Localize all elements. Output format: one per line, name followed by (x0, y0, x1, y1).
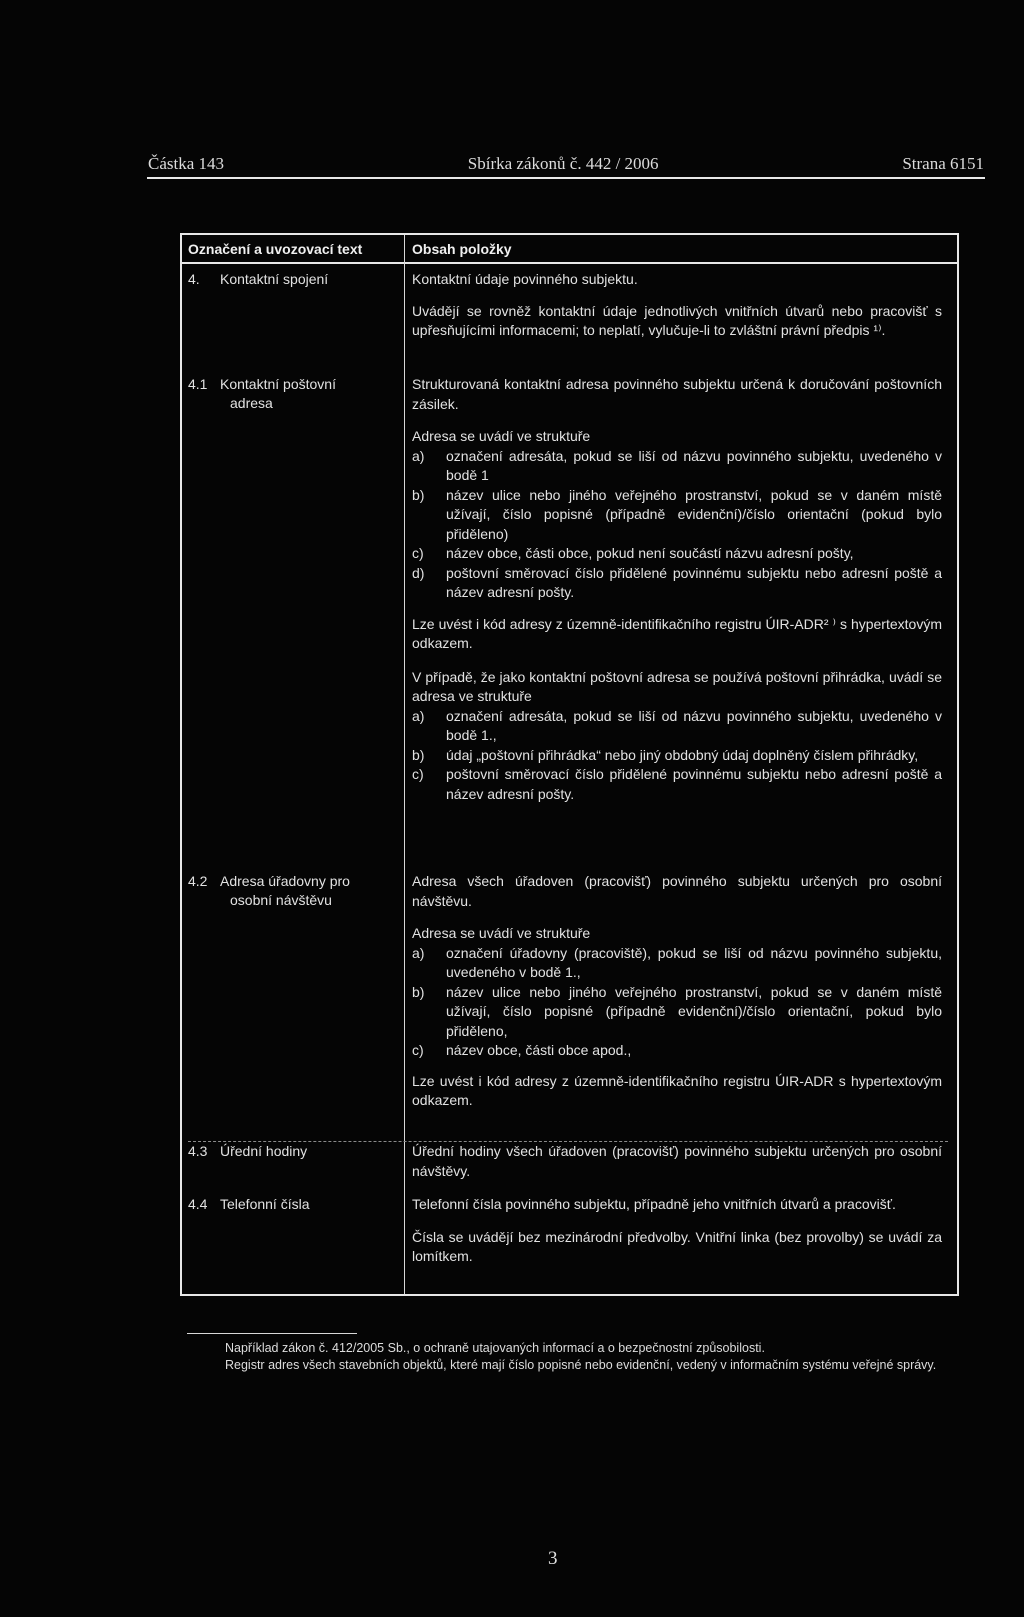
paragraph: Kontaktní údaje povinného subjektu. (412, 271, 638, 287)
paragraph: Úřední hodiny všech úřadoven (pracovišť) povinného subjektu určených pro osobní návštěvy. (412, 1143, 942, 1179)
list-item (412, 564, 942, 603)
paragraph: Strukturovaná kontaktní adresa povinného subjektu určená k doručování poštovních zásilek. (412, 376, 942, 412)
header-collection-title: Sbírka zákonů č. 442 / 2006 (467, 154, 659, 173)
row-label-4-3 (188, 1142, 393, 1161)
list-item (412, 544, 942, 564)
list-item-text: údaj „poštovní přihrádka“ nebo jiný obdobný údaj doplněný číslem přihrádky, (446, 746, 919, 763)
list-marker: b) (412, 983, 425, 1000)
list-item-text: název ulice nebo jiného veřejného prostranství, pokud se v daném místě užívají, číslo popisné (případně evidenční)/číslo orientační (pokud bylo přiděleno) (446, 486, 942, 542)
list-marker: a) (412, 944, 425, 961)
address-structure-list (412, 447, 942, 603)
row-number: 4.1 (188, 376, 208, 392)
column-header-designation: Označení a uvozovací text (188, 241, 363, 257)
list-marker: d) (412, 564, 425, 581)
list-marker: a) (412, 447, 425, 464)
list-item (412, 983, 942, 1042)
paragraph: Adresa všech úřadoven (pracovišť) povinného subjektu určených pro osobní návštěvu. (412, 873, 942, 909)
row-number: 4.3 (188, 1143, 208, 1159)
row-label-continuation: adresa (230, 395, 273, 411)
list-item (412, 486, 942, 545)
row-number: 4.2 (188, 873, 208, 889)
header-page-number: Strana 6151 (902, 154, 984, 173)
list-marker: c) (412, 545, 424, 561)
row-label-4-1 (188, 375, 393, 413)
paragraph: Lze uvést i kód adresy z územně-identifikačního registru ÚIR-ADR² ⁾ s hypertextovým odkazem. (412, 615, 942, 651)
footnote-rule (187, 1333, 357, 1334)
paragraph: Telefonní čísla povinného subjektu, případně jeho vnitřních útvarů a pracovišť. (412, 1196, 896, 1212)
row-label-text: Kontaktní poštovní (220, 376, 336, 392)
row-number: 4. (188, 271, 200, 287)
column-divider (404, 235, 405, 1294)
page-number: 3 (548, 1548, 558, 1569)
list-item-text: poštovní směrovací číslo přidělené povinnému subjektu nebo adresní poště a název adresní pošty. (446, 766, 942, 802)
footnotes (225, 1340, 965, 1374)
list-item (412, 1041, 942, 1061)
paragraph: Čísla se uvádějí bez mezinárodní předvolby. Vnitřní linka (bez provolby) se uvádí za lomítkem. (412, 1228, 942, 1264)
row-label-text: Úřední hodiny (220, 1143, 308, 1159)
list-title: V případě, že jako kontaktní poštovní adresa se používá poštovní přihrádka, uvádí se adresa ve struktuře (412, 668, 942, 704)
list-item (412, 746, 942, 766)
column-header-content: Obsah položky (412, 241, 512, 257)
list-item-text: označení adresáta, pokud se liší od názvu povinného subjektu, uvedeného v bodě 1 (446, 447, 942, 483)
running-header (148, 154, 984, 174)
row-label-text: Telefonní čísla (220, 1196, 310, 1212)
header-rule (147, 177, 985, 179)
list-item (412, 447, 942, 486)
list-item (412, 707, 942, 746)
row-content-4-3 (412, 1142, 942, 1181)
row-content-4-4 (412, 1195, 942, 1267)
list-item-text: název ulice nebo jiného veřejného prostranství, pokud se v daném místě užívají, číslo popisné (případně evidenční)/číslo orientační, pokud bylo přiděleno, (446, 983, 942, 1039)
content-table (180, 233, 959, 1296)
row-label-text: Adresa úřadovny pro (220, 873, 350, 889)
list-marker: b) (412, 746, 425, 763)
list-item (412, 765, 942, 804)
po-box-structure-list (412, 707, 942, 805)
row-content-4-1 (412, 375, 942, 804)
footnote-2: Registr adres všech stavebních objektů, které mají číslo popisné nebo evidenční, vedený v informačním systému veřejné správy. (225, 1358, 937, 1372)
row-label-4 (188, 270, 393, 289)
paragraph: Uvádějí se rovněž kontaktní údaje jednotlivých vnitřních útvarů nebo pracovišť s upřesňujícími informacemi; to neplatí, vylučuje-li to zvláštní právní předpis ¹⁾. (412, 302, 942, 338)
list-item-text: poštovní směrovací číslo přidělené povinnému subjektu nebo adresní poště a název adresní pošty. (446, 564, 942, 600)
row-label-4-2 (188, 872, 393, 910)
list-title: Adresa se uvádí ve struktuře (412, 925, 591, 941)
row-content-4-2 (412, 872, 942, 1111)
footnote-1: Například zákon č. 412/2005 Sb., o ochraně utajovaných informací a o bezpečnostní způsobilosti. (225, 1341, 765, 1355)
row-content-4 (412, 270, 942, 341)
list-item-text: označení úřadovny (pracoviště), pokud se liší od názvu povinného subjektu, uvedeného v bodě 1., (446, 944, 942, 980)
list-marker: c) (412, 1042, 424, 1058)
row-number: 4.4 (188, 1196, 208, 1212)
list-item-text: označení adresáta, pokud se liší od názvu povinného subjektu, uvedeného v bodě 1., (446, 707, 942, 743)
list-item (412, 944, 942, 983)
list-title: Adresa se uvádí ve struktuře (412, 428, 591, 444)
paragraph: Lze uvést i kód adresy z územně-identifikačního registru ÚIR-ADR s hypertextovým odkazem. (412, 1072, 942, 1108)
row-label-continuation: osobní návštěvu (230, 892, 332, 908)
list-marker: a) (412, 707, 425, 724)
header-part-number: Částka 143 (148, 154, 225, 173)
list-item-text: název obce, části obce apod., (446, 1042, 632, 1058)
row-label-text: Kontaktní spojení (220, 271, 329, 287)
list-marker: c) (412, 766, 424, 782)
list-marker: b) (412, 486, 425, 503)
row-label-4-4 (188, 1195, 393, 1214)
table-header-row (182, 235, 957, 264)
list-item-text: název obce, části obce, pokud není součástí názvu adresní pošty, (446, 545, 854, 561)
office-address-structure-list (412, 944, 942, 1061)
